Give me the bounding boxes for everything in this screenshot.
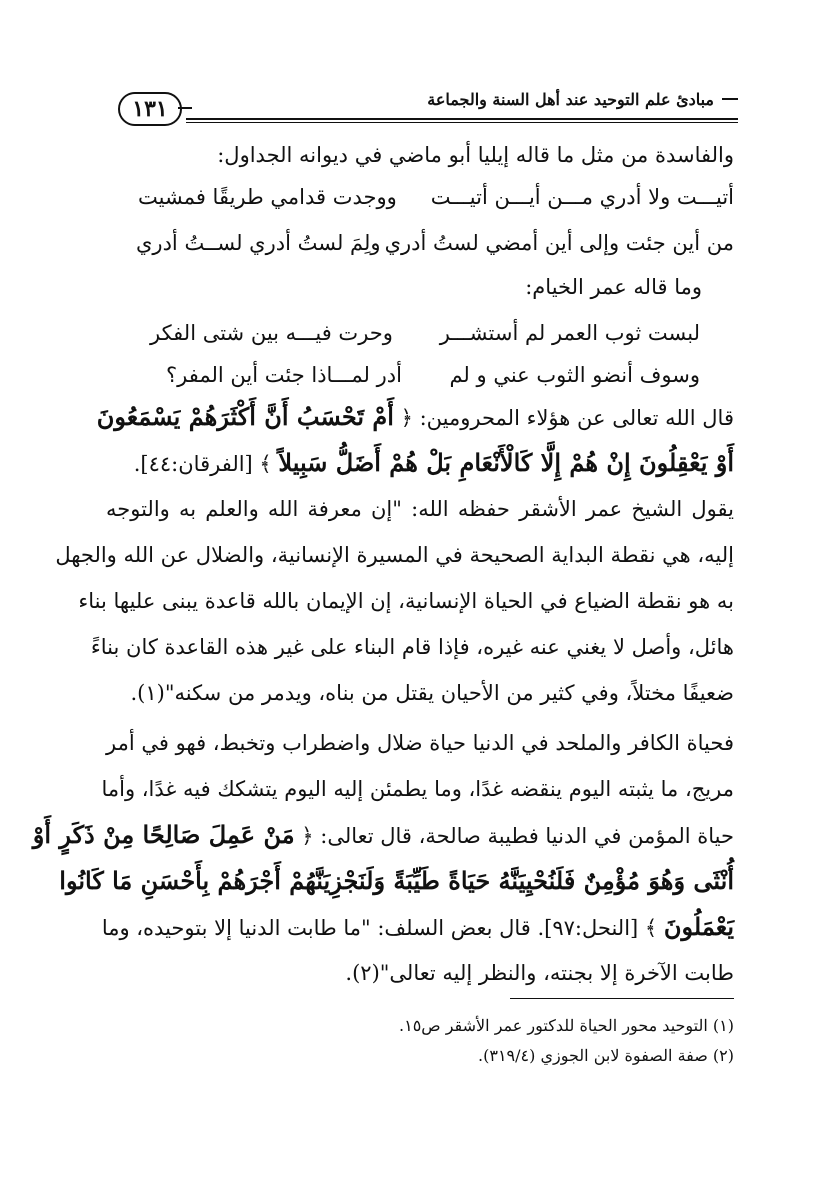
- p3-line6: طابت الآخرة إلا بجنته، والنظر إليه تعالى"(٢).: [345, 961, 734, 985]
- quran-nahl-part3: يَعْمَلُونَ: [663, 912, 734, 941]
- p3-line5-text: ﴾ [النحل:٩٧]. قال بعض السلف: "ما طابت الدنيا إلا بتوحيده، وما: [101, 916, 658, 940]
- poem2-verse1-left: وحرت فيـــه بين شتى الفكر: [150, 321, 393, 345]
- quran-nahl-part2: أُنْثَى وَهُوَ مُؤْمِنٌ فَلَنُحْيِيَنَّهُ حَيَاةً طَيِّبَةً وَلَنَجْزِيَنَّهُمْ أَجْرَهُمْ بِأَحْسَنِ مَا كَانُوا: [59, 866, 734, 895]
- header-rule: [186, 118, 738, 120]
- footnote-1: (١) التوحيد محور الحياة للدكتور عمر الأشقر ص١٥.: [399, 1016, 734, 1035]
- p3-line3: [33, 820, 734, 851]
- running-title: مبادئ علم التوحيد عند أهل السنة والجماعة: [427, 90, 714, 109]
- page-header: [112, 88, 738, 128]
- poem2-verse2-right: وسوف أنضو الثوب عني و لم: [449, 363, 700, 387]
- poem2-verse1-right: لبست ثوب العمر لم أستشـــر: [439, 321, 700, 345]
- page-number: ١٣١: [118, 92, 182, 126]
- p1-line1: [97, 402, 734, 433]
- p2-line1: يقول الشيخ عمر الأشقر حفظه الله: "إن معرفة الله والعلم به والتوجه: [106, 497, 734, 521]
- p1-line1-text: قال الله تعالى عن هؤلاء المحرومين: ﴿: [400, 406, 734, 430]
- p2-line2: إليه، هي نقطة البداية الصحيحة في المسيرة الإنسانية، والضلال عن الله والجهل: [55, 543, 734, 567]
- p3-line2: مريج، ما يثبته اليوم ينقضه غدًا، وما يطمئن إليه اليوم يتشكك فيه غدًا، وأما: [101, 777, 734, 801]
- footnote-2: (٢) صفة الصفوة لابن الجوزي (٣١٩/٤).: [478, 1046, 734, 1065]
- poem1-verse2-right: من أين جئت وإلى أين أمضي لستُ أدري: [384, 231, 734, 255]
- p2-line3: به هو نقطة الضياع في الحياة الإنسانية، إن الإيمان بالله قاعدة يبنى عليها بناء: [78, 589, 734, 613]
- p3-line1: فحياة الكافر والملحد في الدنيا حياة ضلال واضطراب وتخبط، فهو في أمر: [106, 731, 734, 755]
- quran-furqan-part1: أَمْ تَحْسَبُ أَنَّ أَكْثَرَهُمْ يَسْمَعُونَ: [96, 402, 394, 431]
- intro-text: والفاسدة من مثل ما قاله إيليا أبو ماضي في ديوانه الجداول:: [217, 143, 734, 167]
- p3-line3-text: حياة المؤمن في الدنيا فطيبة صالحة، قال تعالى: ﴿: [301, 824, 734, 848]
- header-dash: [722, 98, 738, 100]
- p1-line2: [134, 448, 734, 479]
- quran-furqan-part2: أَوْ يَعْقِلُونَ إِنْ هُمْ إِلَّا كَالْأَنْعَامِ بَلْ هُمْ أَضَلُّ سَبِيلاً: [278, 448, 734, 477]
- poem1-verse1-left: ووجدت قدامي طريقًا فمشيت: [138, 185, 397, 209]
- p2-line4: هائل، وأصل لا يغني عنه غيره، فإذا قام البناء على غير هذه القاعدة كان بناءً: [90, 635, 734, 659]
- poem1-verse2-left: ولِمَ لستُ أدري لســتُ أدري: [136, 231, 381, 255]
- quran-furqan-reference: ﴾ [الفرقان:٤٤].: [133, 452, 272, 476]
- poem2-verse2-left: أدر لمـــاذا جئت أين المفر؟: [166, 363, 402, 387]
- quran-nahl-part1: مَنْ عَمِلَ صَالِحًا مِنْ ذَكَرٍ أَوْ: [32, 820, 295, 849]
- footnote-separator: [510, 998, 734, 999]
- poem1-verse1-right: أتيـــت ولا أدري مـــن أيـــن أتيـــت: [430, 185, 734, 209]
- header-rule-thin: [186, 122, 738, 123]
- p2-line5: ضعيفًا مختلاً، وفي كثير من الأحيان يقتل من بناه، ويدمر من سكنه"(١).: [130, 681, 734, 705]
- p3-line5: [102, 912, 734, 943]
- khayyam-intro: وما قاله عمر الخيام:: [525, 275, 702, 299]
